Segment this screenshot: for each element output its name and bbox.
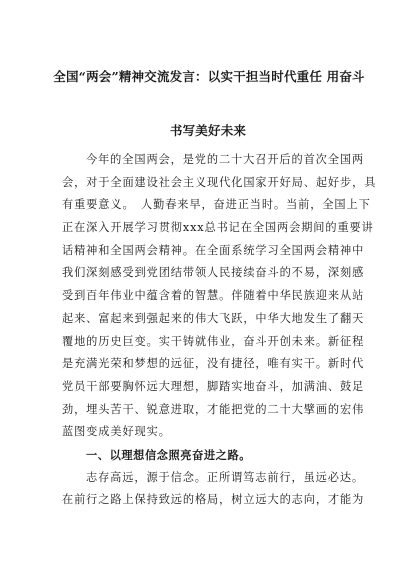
- paragraph-line: 话精神和全国两会精神。在全面系统学习全国两会精神中: [62, 243, 365, 257]
- paragraph-line: 劲，埋头苦干、锐意进取，才能把党的二十大擘画的宏伟: [62, 402, 365, 416]
- paragraph-line: 起来、富起来到强起来的伟大飞跃，中华大地发生了翻天: [62, 311, 365, 325]
- document-title-line-2: 书写美好未来: [169, 123, 247, 138]
- paragraph-line: 覆地的历史巨变。实干铸就伟业，奋斗开创未来。新征程: [62, 334, 365, 348]
- section-heading: 一、以理想信念照亮奋进之路。: [86, 447, 252, 462]
- paragraph-line: 今年的全国两会，是党的二十大召开后的首次全国两: [86, 153, 365, 166]
- paragraph-line: 有重要意义。 人勤春来早，奋进正当时。当前，全国上下: [62, 198, 371, 212]
- paragraph-line: 蓝图变成美好现实。: [62, 425, 171, 439]
- paragraph-line: 在前行之路上保持致远的格局，树立远大的志向，才能为: [62, 493, 365, 507]
- body-paragraph-1: [62, 149, 377, 512]
- paragraph-line: 我们深刻感受到党团结带领人民接续奋斗的不易，深刻感: [62, 266, 365, 280]
- paragraph-line: 会，对于全面建设社会主义现代化国家开好局、起好步，具: [62, 175, 377, 189]
- paragraph-line: 党员干部要胸怀远大理想，脚踏实地奋斗，加满油、鼓足: [62, 379, 365, 393]
- paragraph-line: 受到百年伟业中蕴含着的智慧。伴随着中华民族迎来从站: [62, 289, 365, 303]
- paragraph-line: 志存高远，源于信念。正所谓笃志前行，虽远必达。: [86, 470, 365, 484]
- document-title-line-1: 全国“两会”精神交流发言：以实干担当时代重任 用奋斗: [53, 69, 365, 84]
- paragraph-line: 正在深入开展学习贯彻xxx总书记在全国两会期间的重要讲: [62, 221, 374, 235]
- paragraph-line: 是充满光荣和梦想的远征，没有捷径，唯有实干。新时代: [62, 357, 365, 371]
